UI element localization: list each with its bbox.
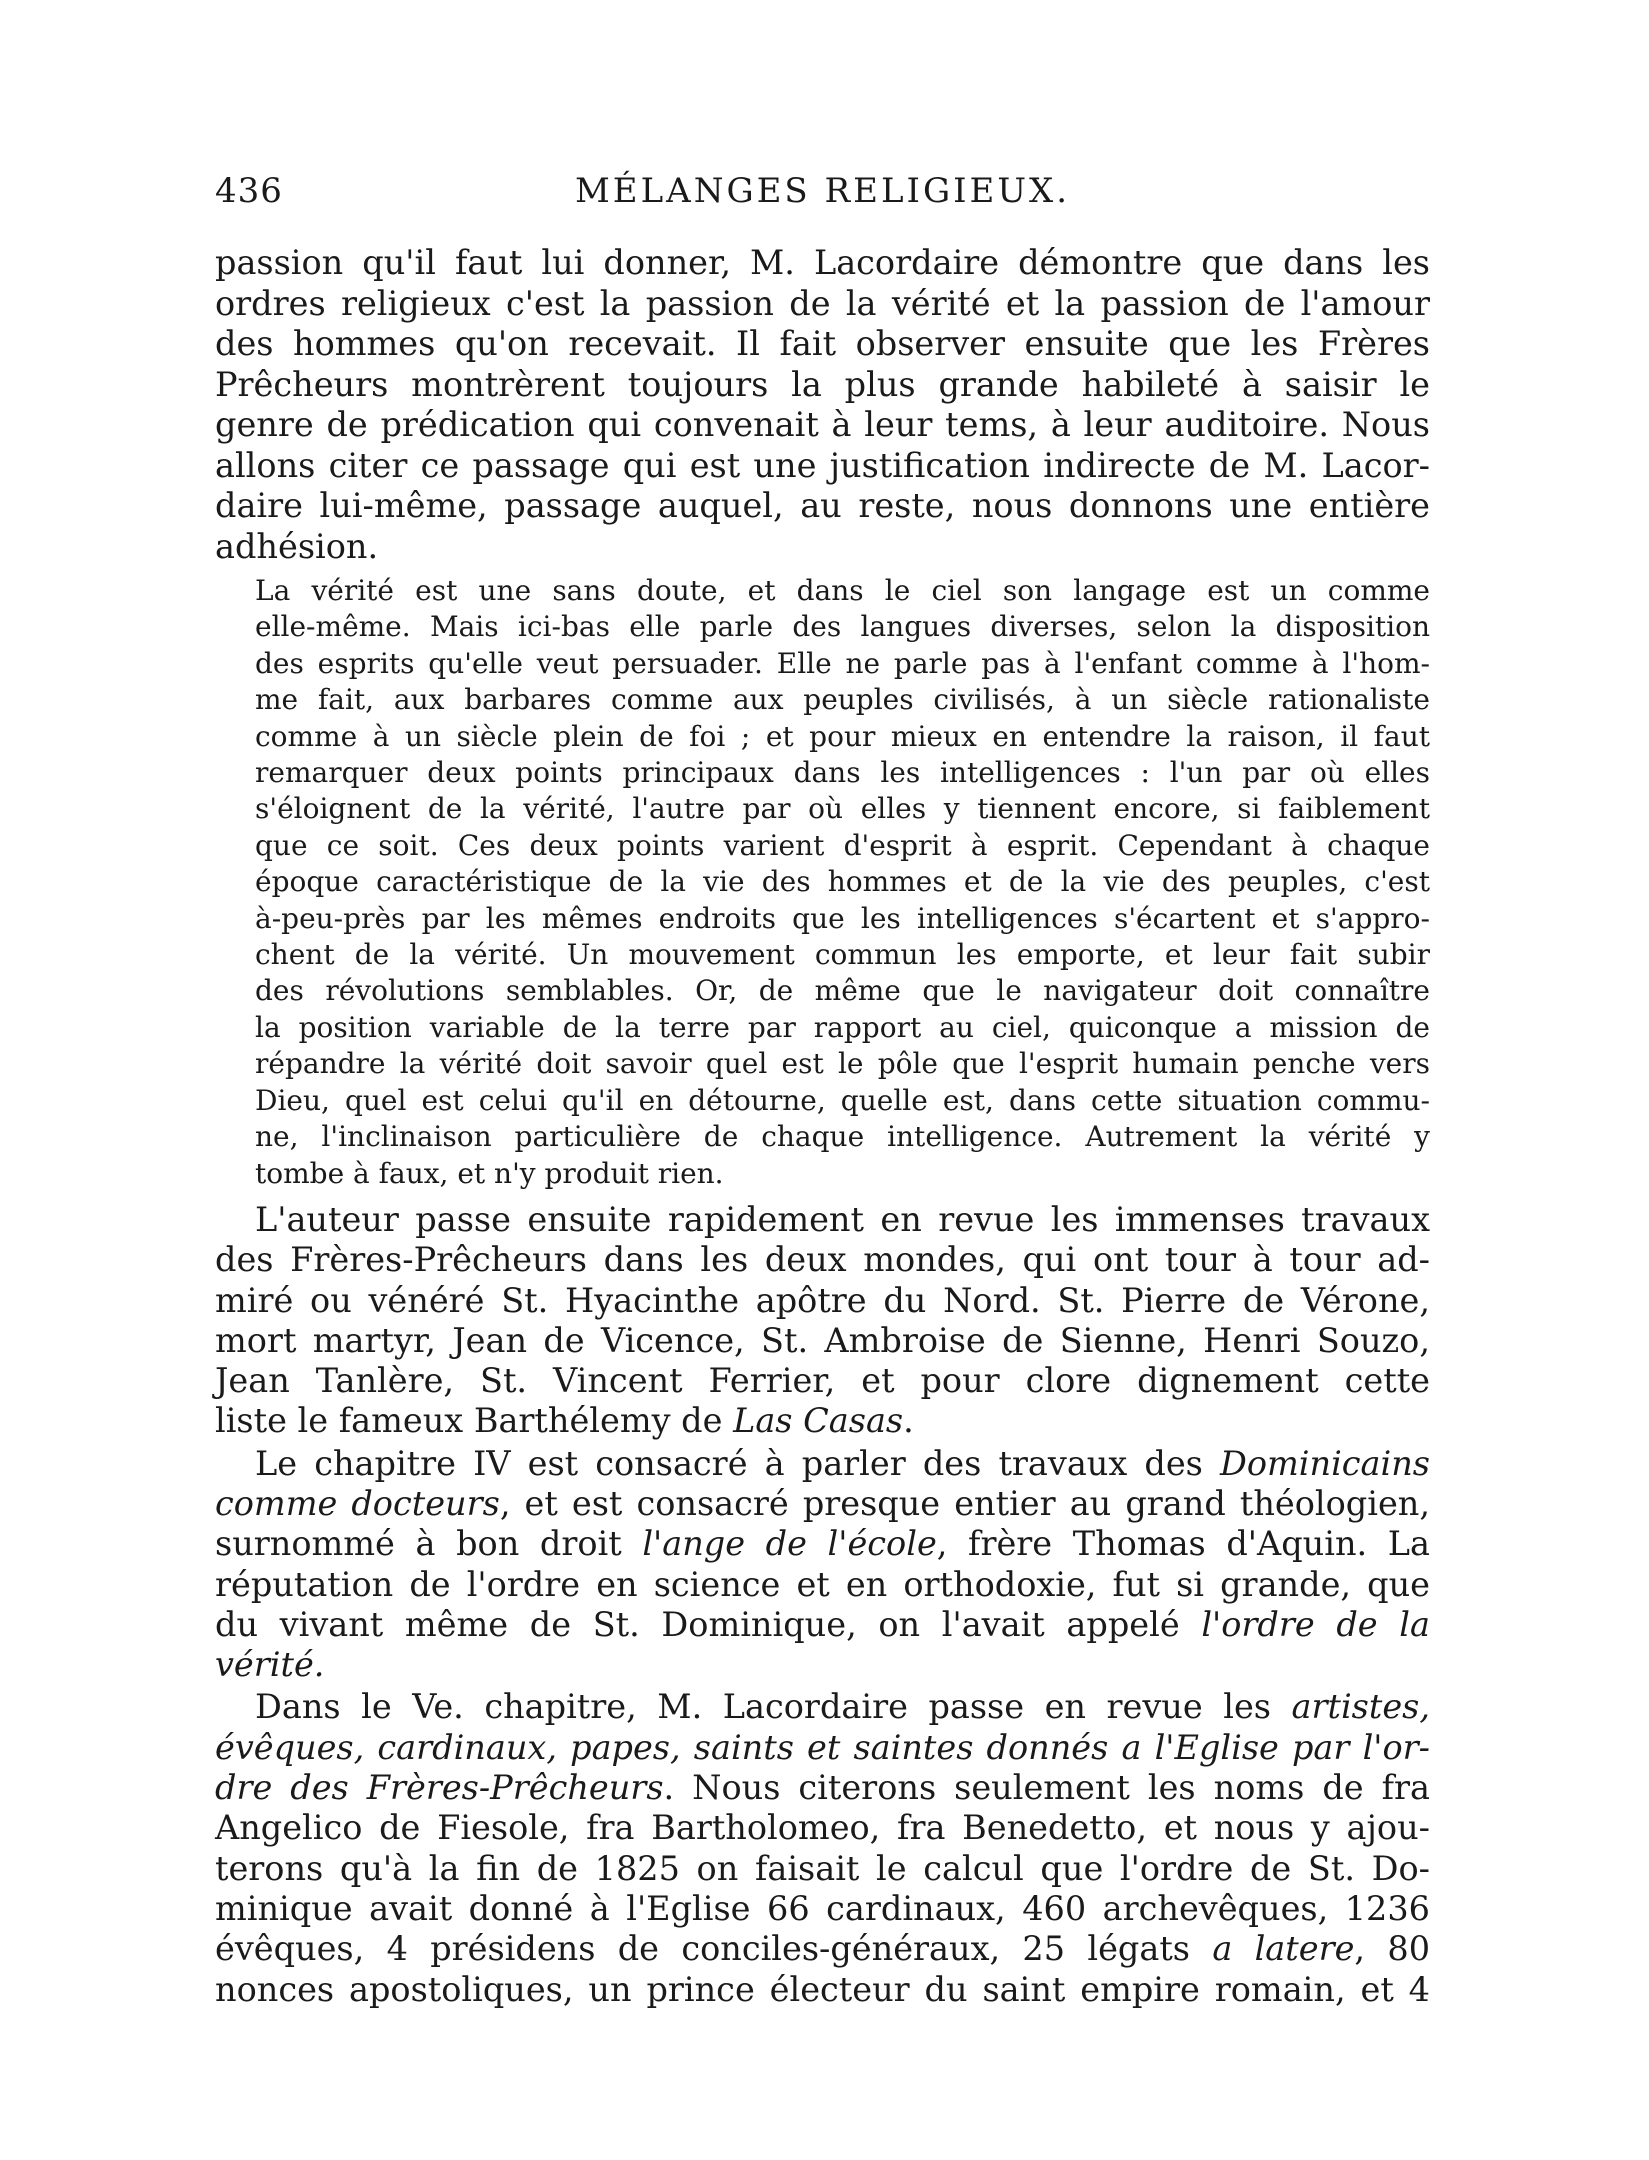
text-run: liste le fameux Barthélemy de	[215, 1401, 734, 1441]
text-line	[215, 1728, 1430, 1768]
text-line: passion qu'il faut lui donner, M. Lacordaire démontre que dans les	[215, 243, 1430, 282]
text-line	[215, 1605, 1430, 1645]
text-run: surnommé à bon droit	[215, 1524, 643, 1564]
italic-run: artistes,	[1291, 1687, 1430, 1727]
italic-run: comme docteurs	[215, 1483, 500, 1523]
text-line: des Frères-Prêcheurs dans les deux mondes, qui ont tour à tour ad-	[215, 1240, 1430, 1280]
text-run: . Nous citerons seulement les noms de fra	[663, 1768, 1430, 1808]
text-run: , frère Thomas d'Aquin. La	[936, 1524, 1430, 1564]
text-line: mort martyr, Jean de Vicence, St. Ambroise de Sienne, Henri Souzo,	[215, 1320, 1430, 1360]
quote-line: la position variable de la terre par rapport au ciel, quiconque a mission de	[255, 1010, 1430, 1044]
quote-line: s'éloignent de la vérité, l'autre par où elles y tiennent encore, si faiblement	[255, 792, 1430, 826]
text-line: Jean Tanlère, St. Vincent Ferrier, et pour clore dignement cette	[215, 1361, 1430, 1401]
italic-run: Dominicains	[1219, 1443, 1430, 1483]
quote-line: elle-même. Mais ici-bas elle parle des langues diverses, selon la disposition	[255, 610, 1430, 644]
italic-run: l'ordre de la	[1201, 1604, 1430, 1644]
text-run: , 80	[1354, 1929, 1431, 1969]
paragraph-intro	[215, 243, 1430, 567]
text-line	[215, 1929, 1430, 1969]
quote-line: des révolutions semblables. Or, de même que le navigateur doit connaître	[255, 974, 1430, 1008]
text-line: réputation de l'ordre en science et en orthodoxie, fut si grande, que	[215, 1564, 1430, 1604]
text-line: allons citer ce passage qui est une justification indirecte de M. Lacor-	[215, 445, 1430, 485]
running-header	[215, 165, 1430, 221]
quote-line: Dieu, quel est celui qu'il en détourne, quelle est, dans cette situation commu-	[255, 1083, 1430, 1117]
text-line: daire lui-même, passage auquel, au reste, nous donnons une entière	[215, 486, 1430, 525]
text-line	[215, 1645, 1430, 1685]
text-run: Dans le Ve. chapitre, M. Lacordaire passe en revue les	[255, 1687, 1292, 1727]
italic-run: dre des Frères-Prêcheurs	[215, 1768, 664, 1808]
paragraph-chapitre-v	[215, 1687, 1430, 2009]
running-title: MÉLANGES RELIGIEUX.	[574, 171, 1071, 211]
text-run: , et est consacré presque entier au grand théologien,	[499, 1483, 1430, 1523]
quote-line: époque caractéristique de la vie des hommes et de la vie des peuples, c'est	[255, 865, 1430, 899]
text-line: Prêcheurs montrèrent toujours la plus grande habileté à saisir le	[215, 364, 1430, 404]
text-line	[215, 1524, 1430, 1564]
paragraph-chapitre-iv	[215, 1444, 1430, 1686]
quote-line: remarquer deux points principaux dans les intelligences : l'un par où elles	[255, 756, 1430, 790]
text-line: des hommes qu'on recevait. Il fait observer ensuite que les Frères	[215, 324, 1430, 363]
italic-run: évêques, cardinaux, papes, saints et saintes donnés a l'Eglise par l'or-	[215, 1727, 1430, 1767]
text-line: genre de prédication qui convenait à leur tems, à leur auditoire. Nous	[215, 405, 1430, 444]
text-run: du vivant même de St. Dominique, on l'avait appelé	[215, 1604, 1202, 1644]
text-line	[215, 1687, 1430, 1727]
book-page	[215, 165, 1430, 2012]
quote-line: me fait, aux barbares comme aux peuples civilisés, à un siècle rationaliste	[255, 683, 1430, 717]
text-line: L'auteur passe ensuite rapidement en revue les immenses travaux	[255, 1199, 1430, 1239]
text-run: .	[903, 1401, 914, 1441]
text-run: Le chapitre IV est consacré à parler des travaux des	[255, 1443, 1220, 1483]
quote-line: comme à un siècle plein de foi ; et pour mieux en entendre la raison, il faut	[255, 719, 1430, 753]
text-line: nonces apostoliques, un prince électeur du saint empire romain, et 4	[215, 1969, 1430, 2009]
text-line	[215, 1444, 1430, 1484]
italic-run: a latere	[1212, 1929, 1355, 1969]
quote-line: ne, l'inclinaison particulière de chaque intelligence. Autrement la vérité y	[255, 1120, 1430, 1154]
text-line	[215, 1401, 1430, 1441]
block-quotation	[215, 573, 1430, 1192]
italic-run: vérité.	[215, 1645, 325, 1685]
text-line: adhésion.	[215, 526, 379, 566]
text-line: terons qu'à la fin de 1825 on faisait le calcul que l'ordre de St. Do-	[215, 1848, 1430, 1888]
quote-line: que ce soit. Ces deux points varient d'esprit à esprit. Cependant à chaque	[255, 828, 1430, 862]
text-line: Angelico de Fiesole, fra Bartholomeo, fra Benedetto, et nous y ajou-	[215, 1808, 1430, 1848]
italic-run: l'ange de l'école	[642, 1524, 937, 1564]
text-line: ordres religieux c'est la passion de la vérité et la passion de l'amour	[215, 283, 1430, 323]
quote-line: répandre la vérité doit savoir quel est le pôle que l'esprit humain penche vers	[255, 1047, 1430, 1081]
italic-run: Las Casas	[733, 1401, 904, 1441]
text-line	[215, 1484, 1430, 1524]
text-run: évêques, 4 présidens de conciles-généraux, 25 légats	[215, 1929, 1213, 1969]
quote-line: des esprits qu'elle veut persuader. Elle ne parle pas à l'enfant comme à l'hom-	[255, 646, 1430, 680]
text-line: minique avait donné à l'Eglise 66 cardinaux, 460 archevêques, 1236	[215, 1888, 1430, 1928]
paragraph-travaux	[215, 1200, 1430, 1442]
quote-line: à-peu-près par les mêmes endroits que les intelligences s'écartent et s'appro-	[255, 901, 1430, 935]
quote-line: tombe à faux, et n'y produit rien.	[255, 1156, 724, 1190]
quote-line: chent de la vérité. Un mouvement commun les emporte, et leur fait subir	[255, 938, 1430, 972]
text-line	[215, 1768, 1430, 1808]
page-number: 436	[215, 171, 283, 211]
quote-line: La vérité est une sans doute, et dans le ciel son langage est un comme	[255, 574, 1430, 607]
text-line: miré ou vénéré St. Hyacinthe apôtre du Nord. St. Pierre de Vérone,	[215, 1280, 1430, 1320]
